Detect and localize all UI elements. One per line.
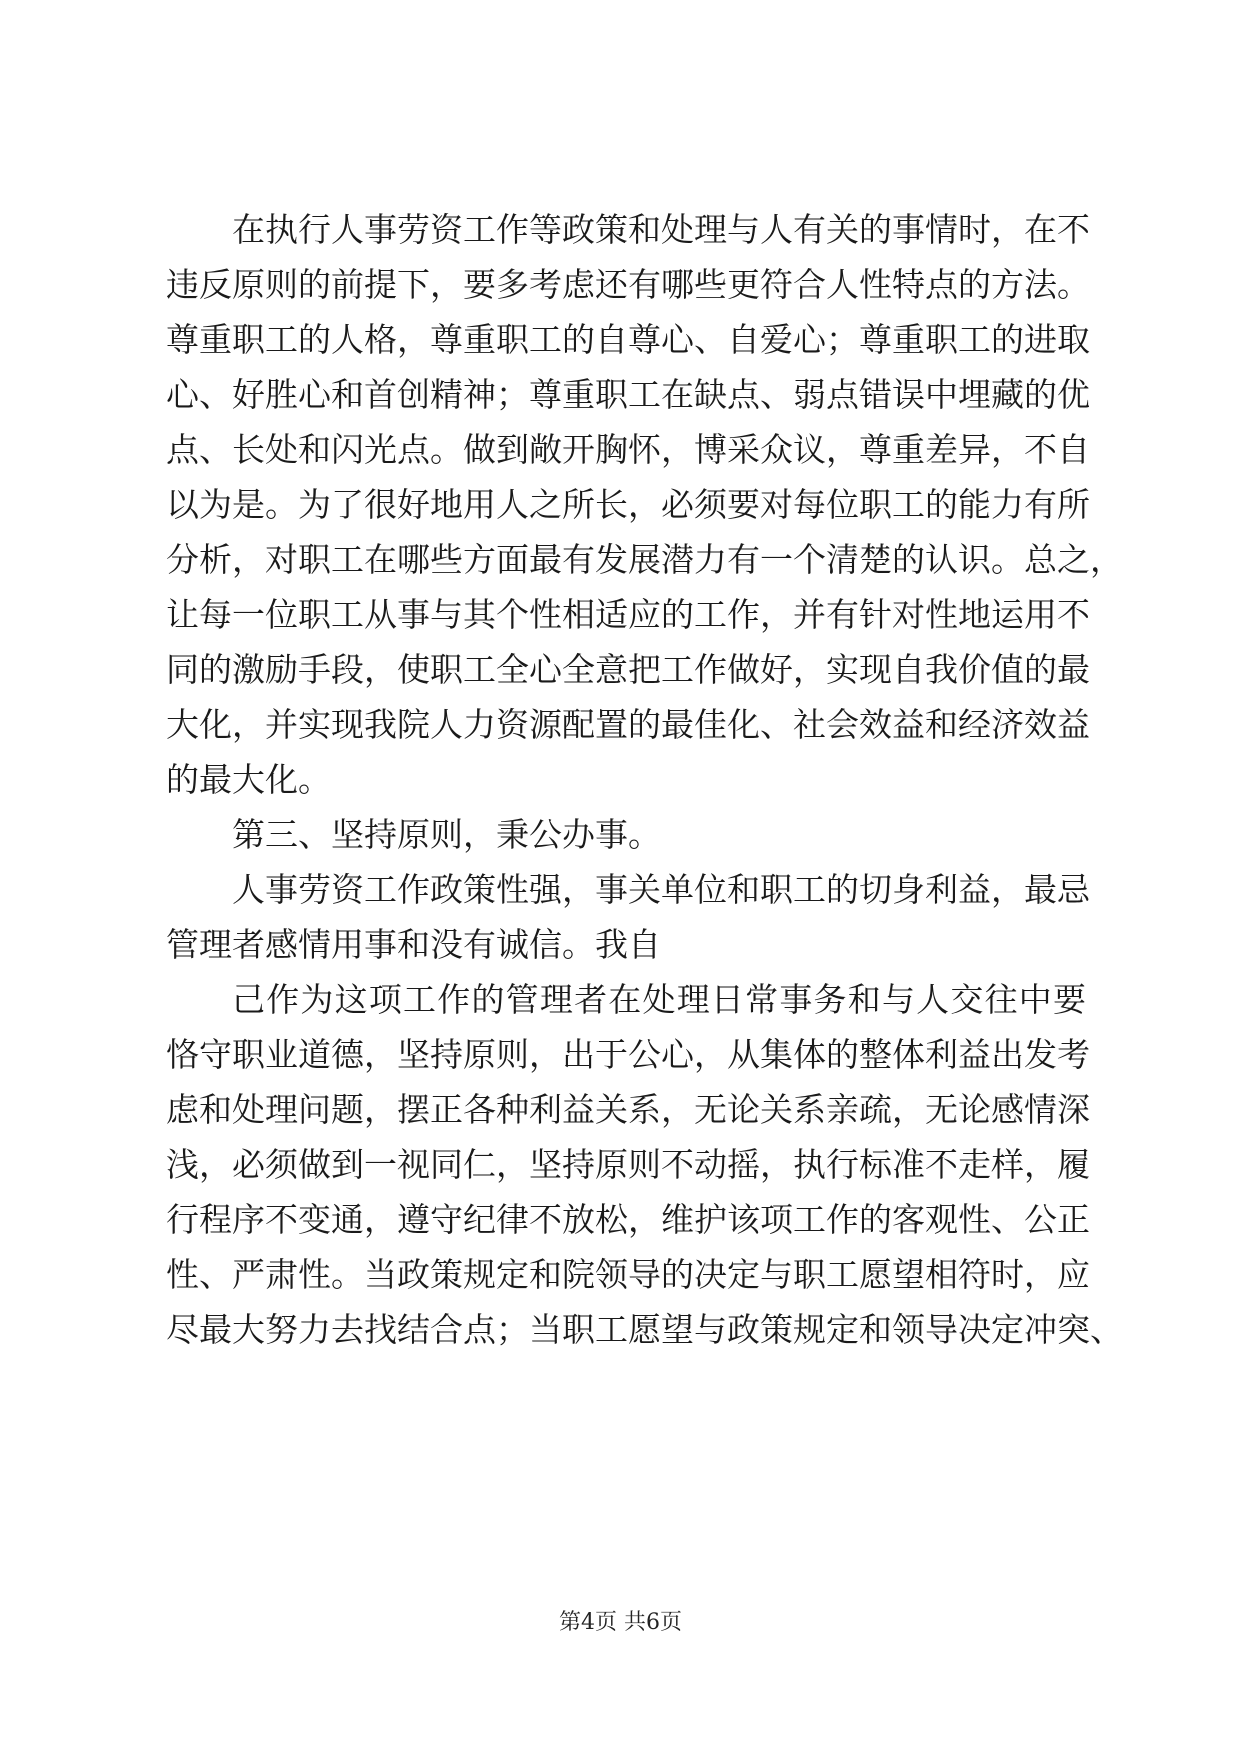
text-line: 管理者感情用事和没有诚信。我自 <box>166 925 661 964</box>
text-line: 尊重职工的人格，尊重职工的自尊心、自爱心；尊重职工的进取 <box>166 320 1090 359</box>
text-line: 性、严肃性。当政策规定和院领导的决定与职工愿望相符时，应 <box>166 1255 1090 1294</box>
text-line: 尽最大努力去找结合点；当职工愿望与政策规定和领导决定冲突、 <box>166 1310 1123 1349</box>
text-line: 人事劳资工作政策性强，事关单位和职工的切身利益，最忌 <box>232 870 1090 909</box>
text-line: 大化，并实现我院人力资源配置的最佳化、社会效益和经济效益 <box>166 705 1090 744</box>
text-line: 心、好胜心和首创精神；尊重职工在缺点、弱点错误中埋藏的优 <box>166 375 1090 414</box>
text-line: 以为是。为了很好地用人之所长，必须要对每位职工的能力有所 <box>166 485 1090 524</box>
text-line: 虑和处理问题，摆正各种利益关系，无论关系亲疏，无论感情深 <box>166 1090 1090 1129</box>
text-line: 恪守职业道德，坚持原则，出于公心，从集体的整体利益出发考 <box>166 1035 1090 1074</box>
text-line: 点、长处和闪光点。做到敞开胸怀，博采众议，尊重差异，不自 <box>166 430 1090 469</box>
section-heading: 第三、坚持原则，秉公办事。 <box>232 815 661 854</box>
text-line: 的最大化。 <box>166 760 331 799</box>
text-line: 浅，必须做到一视同仁，坚持原则不动摇，执行标准不走样，履 <box>166 1145 1090 1184</box>
text-line: 己作为这项工作的管理者在处理日常事务和与人交往中要 <box>232 980 1086 1019</box>
text-line: 违反原则的前提下，要多考虑还有哪些更符合人性特点的方法。 <box>166 265 1090 304</box>
text-line: 行程序不变通，遵守纪律不放松，维护该项工作的客观性、公正 <box>166 1200 1090 1239</box>
text-line: 分析，对职工在哪些方面最有发展潜力有一个清楚的认识。总之， <box>166 540 1123 579</box>
text-line: 同的激励手段，使职工全心全意把工作做好，实现自我价值的最 <box>166 650 1090 689</box>
text-line: 在执行人事劳资工作等政策和处理与人有关的事情时，在不 <box>232 210 1090 249</box>
page-footer: 第4页 共6页 <box>559 1610 682 1635</box>
text-line: 让每一位职工从事与其个性相适应的工作，并有针对性地运用不 <box>166 595 1090 634</box>
